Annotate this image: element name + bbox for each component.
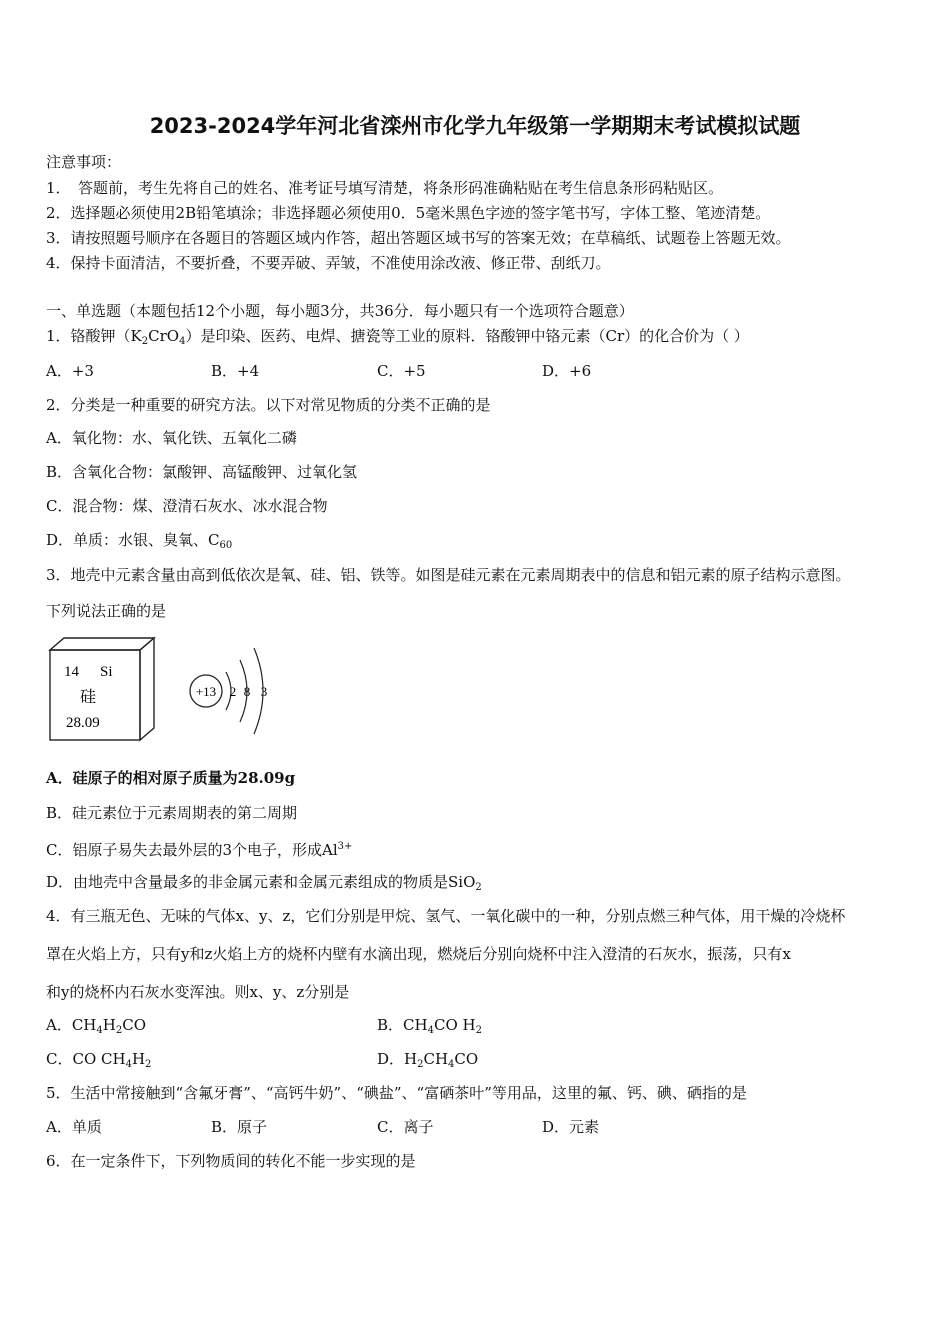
notice-heading: 注意事项： [46,153,122,171]
notice-item-2: 2．选择题必须使用2B铅笔填涂；非选择题必须使用0．5毫米黑色字迹的签字笔书写，字体工整、笔迹清楚。 [46,204,771,222]
element-symbol: Si [100,664,113,680]
q4-option-a: A．$CH_4H_2CO$ [46,1016,147,1036]
q5-option-d: D．元素 [542,1118,600,1136]
q2-option-a: A．氧化物：水、氧化铁、五氧化二磷 [46,429,297,447]
q3-option-c: C．铝原子易失去最外层的3个电子，形成$Al^{3+}$ [46,841,353,859]
periodic-table-cell [50,638,154,740]
q3-option-d: D．由地壳中含量最多的非金属元素和金属元素组成的物质是SiO$_2$ [46,873,482,893]
q1-option-d: D．+6 [542,362,592,380]
q4-option-d: D．$H_2CH_4CO$ [377,1050,479,1070]
q5-stem: 5．生活中常接触到“含氟牙膏”、“高钙牛奶”、“碘盐”、“富硒茶叶”等用品，这里的氟、钙、碘、硒指的是 [46,1084,747,1102]
notice-item-3: 3．请按照题号顺序在各题目的答题区域内作答，超出答题区域书写的答案无效；在草稿纸、试题卷上答题无效。 [46,229,791,247]
q2-option-d: D．单质：水银、臭氧、$C_{60}$ [46,531,233,551]
shell-electrons-1: 2 [229,684,237,699]
q2-option-b: B．含氧化合物：氯酸钾、高锰酸钾、过氧化氢 [46,463,358,481]
q2-stem: 2．分类是一种重要的研究方法。以下对常见物质的分类不正确的是 [46,396,491,414]
q1-option-b: B．+4 [211,362,260,380]
q3-figure [44,632,276,748]
nucleus-charge: +13 [195,684,217,699]
section-heading: 一、单选题（本题包括12个小题，每小题3分，共36分．每小题只有一个选项符合题意） [46,302,634,320]
notice-item-1: 1． 答题前，考生先将自己的姓名、准考证号填写清楚，将条形码准确粘贴在考生信息条形码粘贴区。 [46,179,724,197]
q5-option-a: A．单质 [46,1118,102,1136]
q5-option-c: C．离子 [377,1118,434,1136]
notice-item-4: 4．保持卡面清洁，不要折叠，不要弄破、弄皱，不准使用涂改液、修正带、刮纸刀。 [46,254,611,272]
atomic-number: 14 [64,664,79,680]
q2-option-c: C．混合物：煤、澄清石灰水、冰水混合物 [46,497,328,515]
q6-stem: 6．在一定条件下，下列物质间的转化不能一步实现的是 [46,1152,416,1170]
shell-electrons-3: 3 [260,684,268,699]
element-name: 硅 [80,687,97,706]
atomic-structure-diagram [190,648,267,734]
q4-stem-line2: 罩在火焰上方，只有y和z火焰上方的烧杯内壁有水滴出现，燃烧后分别向烧杯中注入澄清的石灰水，振荡，只有x [46,945,791,963]
q3-option-b: B．硅元素位于元素周期表的第二周期 [46,804,298,822]
q4-option-c: C．CO $CH_4H_2$ [46,1050,152,1070]
q3-option-a: A．硅原子的相对原子质量为28.09g [46,769,296,787]
q1-stem: 1．铬酸钾$(K_2CrO_4)$是印染、医药、电焊、搪瓷等工业的原料．铬酸钾中铬元素（Cr）的化合价为（ ） [46,327,749,347]
q4-stem-line3: 和y的烧杯内石灰水变浑浊。则x、y、z分别是 [46,983,350,1001]
q1-option-a: A．+3 [46,362,94,380]
q1-option-c: C．+5 [377,362,426,380]
page-title: 2023-2024学年河北省滦州市化学九年级第一学期期末考试模拟试题 [149,114,801,138]
atomic-mass: 28.09 [66,715,100,731]
q3-stem-line1: 3．地壳中元素含量由高到低依次是氧、硅、铝、铁等。如图是硅元素在元素周期表中的信息和铝元素的原子结构示意图。 [46,566,851,584]
q5-option-b: B．原子 [211,1118,268,1136]
shell-electrons-2: 8 [243,684,251,699]
q4-option-b: B．$CH_4CO$ $H_2$ [377,1016,482,1036]
q3-stem-line2: 下列说法正确的是 [46,602,167,620]
q4-stem-line1: 4．有三瓶无色、无味的气体x、y、z，它们分别是甲烷、氢气、一氧化碳中的一种，分别点燃三种气体，用干燥的冷烧杯 [46,907,846,925]
